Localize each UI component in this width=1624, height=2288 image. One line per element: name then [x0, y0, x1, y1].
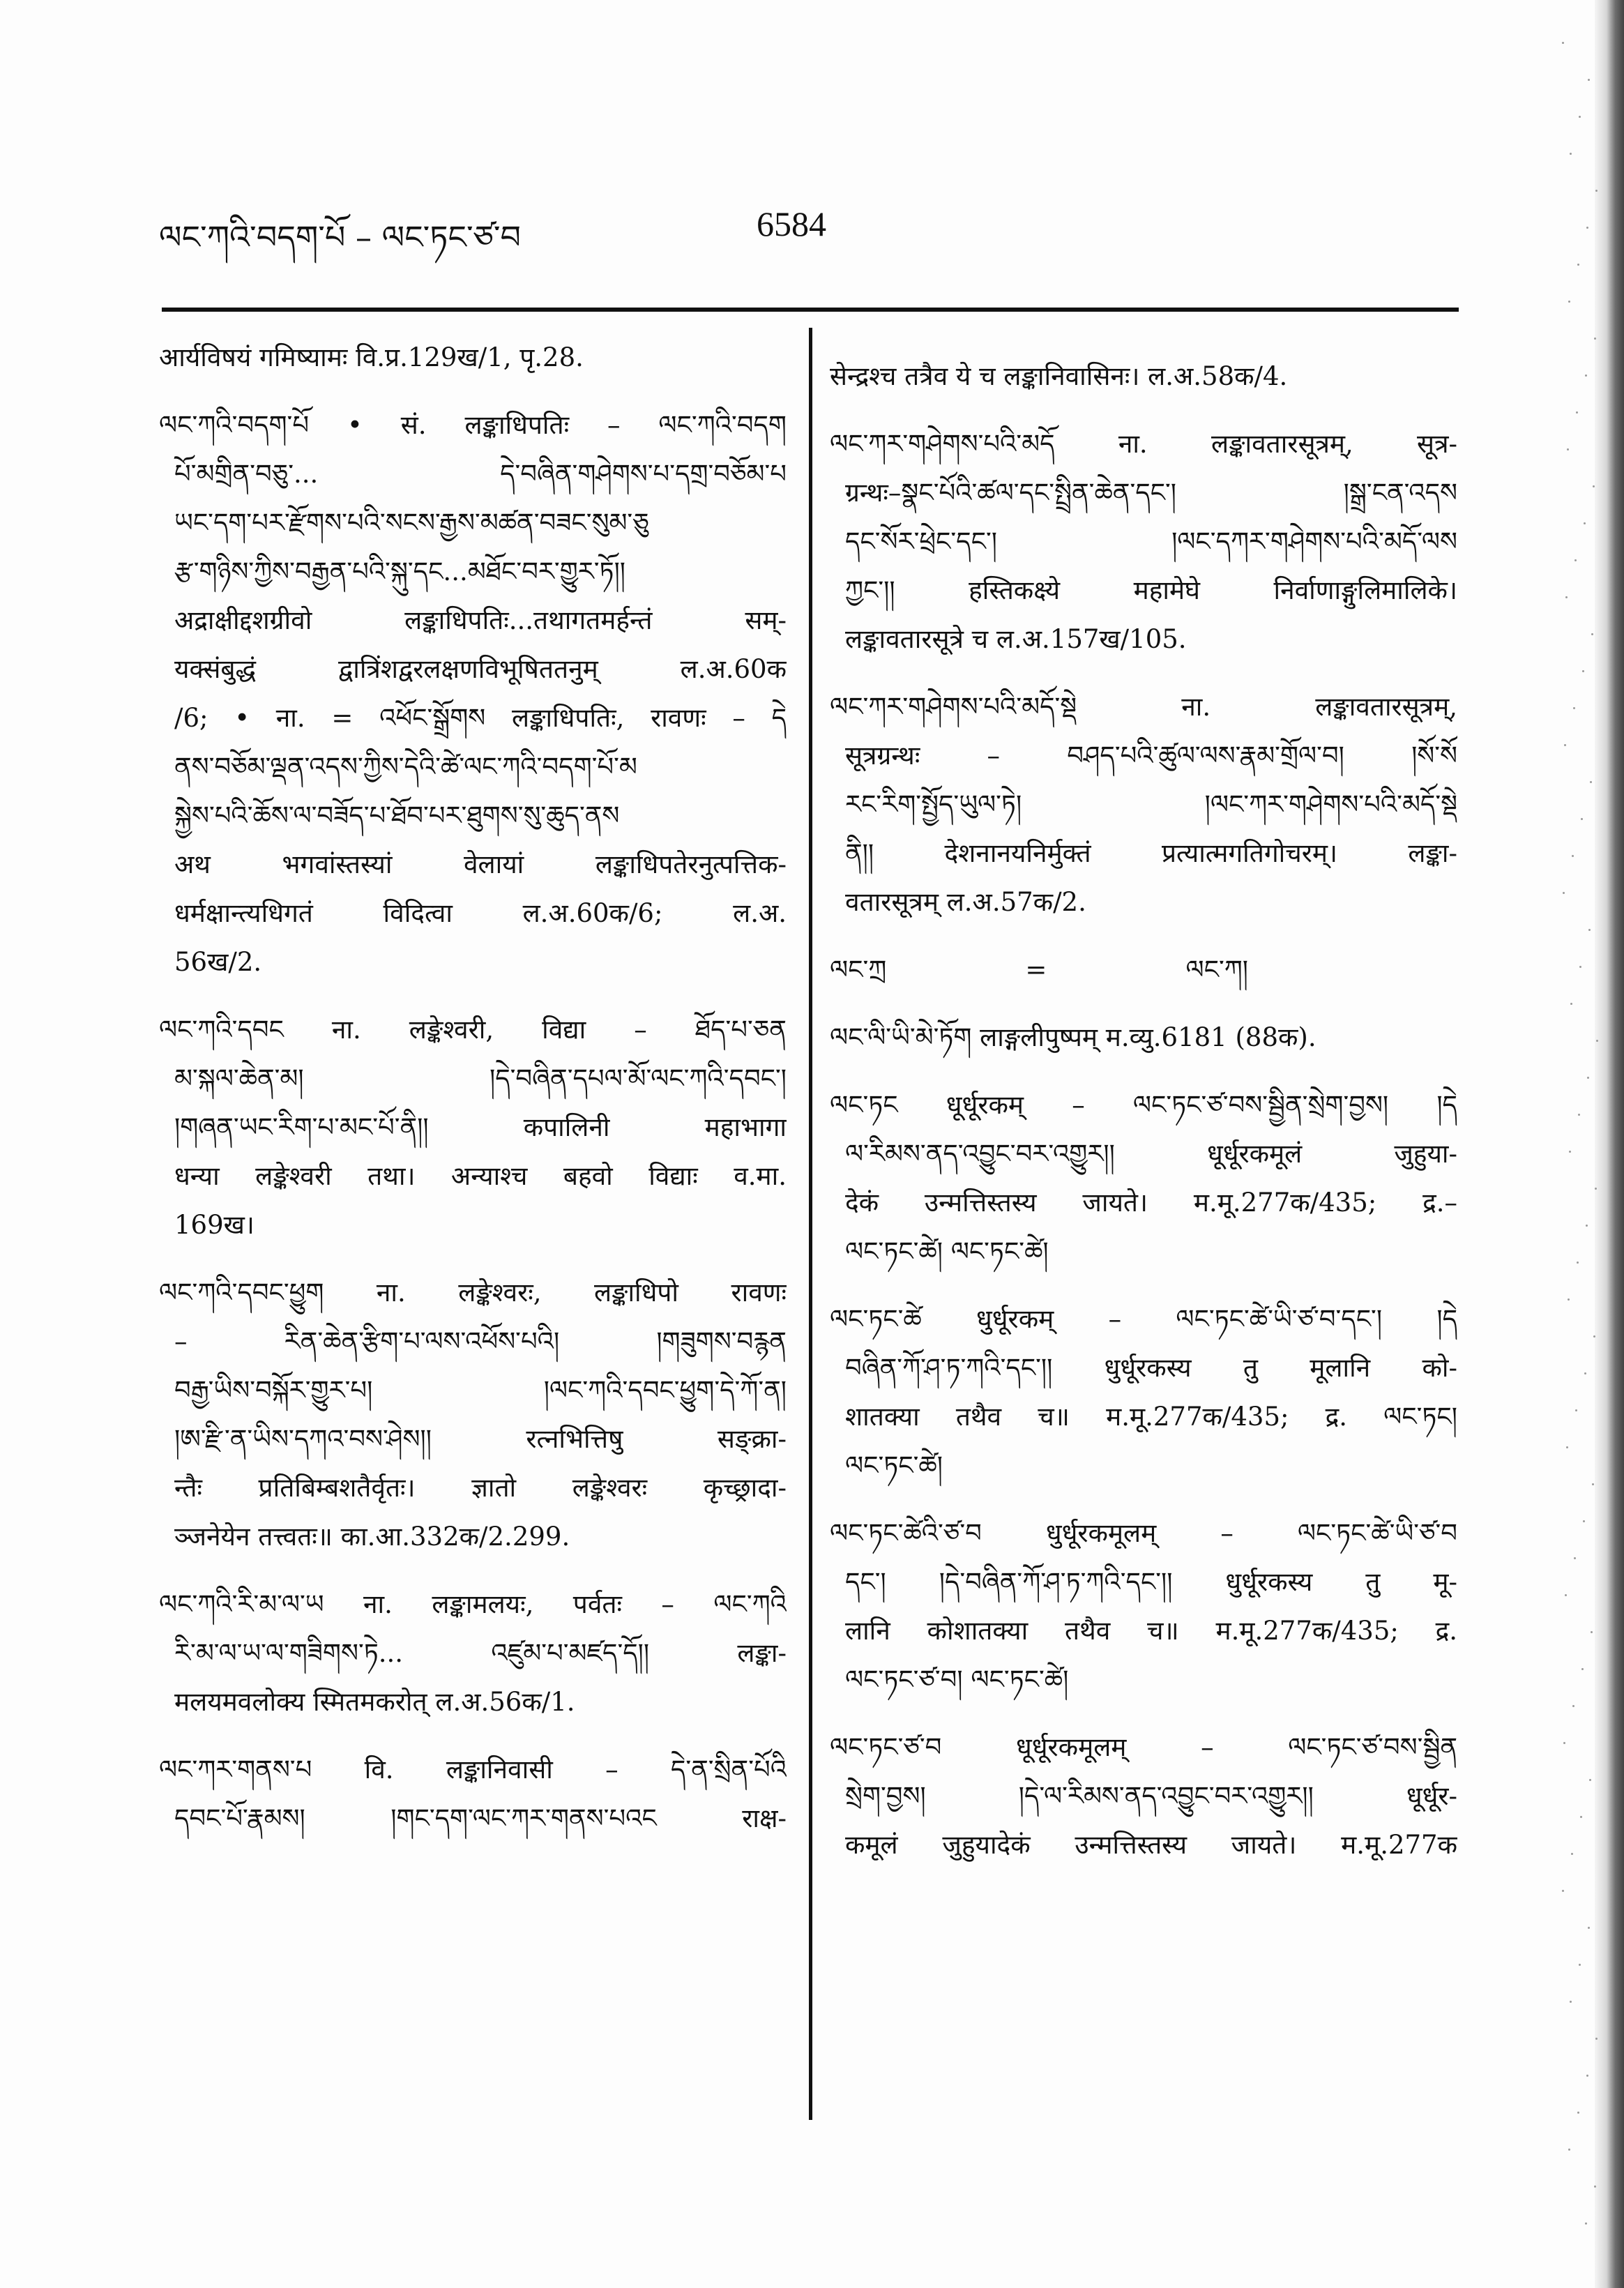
- scan-noise: [1565, 1594, 1567, 1596]
- cross-reference: [830, 946, 1457, 994]
- scan-noise: [1568, 2149, 1570, 2151]
- scan-noise: [1588, 79, 1590, 81]
- entry-line: རང་རིག་སྤྱོད་ཡུལ་ཏེ། །ལང་ཀར་གཤེགས་པའི་མདོ་སྡེ: [845, 789, 1457, 819]
- entry-headline: ལང་ཀར་གཤེགས་པའི་མདོ ना. लङ्कावतारसूत्रम्, सूत्र-: [830, 429, 1457, 459]
- scan-noise: [1562, 1890, 1564, 1892]
- scan-noise: [1588, 929, 1591, 931]
- entry-line: ལང་ཏང་ཙ་བ། ལང་ཏང་ཚེ།: [845, 1665, 1069, 1695]
- scan-noise: [1585, 2222, 1587, 2225]
- scan-noise: [1563, 892, 1565, 894]
- scan-noise: [1590, 781, 1592, 783]
- dictionary-entry: [159, 1006, 787, 1250]
- entry-line: བརྒྱ་ཡིས་བསྐོར་གྱུར་པ། །ལང་ཀའི་དབང་ཕྱུག་དེ་ཀོ་ན།: [174, 1375, 787, 1405]
- crossref-headword: ལང་ཀྲ: [830, 955, 887, 985]
- entry-line: ཡང་དག་པར་རྫོགས་པའི་སངས་རྒྱས་མཚན་བཟང་སུམ་ཅུ: [174, 508, 649, 538]
- dictionary-entry: [830, 946, 1457, 994]
- dictionary-entry: [830, 1013, 1457, 1062]
- entry-line: རྩ་གཉིས་ཀྱིས་བརྒྱན་པའི་སྐུ་དང...མཐོང་བར་གྱུར་ཏོ།།: [174, 556, 626, 586]
- scan-noise: [1578, 1114, 1580, 1116]
- left-column: [159, 333, 787, 1862]
- scan-noise: [1579, 966, 1581, 968]
- scan-noise: [1586, 2075, 1588, 2077]
- dictionary-entry: [830, 1509, 1457, 1704]
- dictionary-entry: [159, 1580, 787, 1727]
- entry-line: लानि कोशातक्या तथैव च॥ म.मू.277क/435; द्र.: [845, 1616, 1457, 1646]
- dictionary-entry: [159, 1268, 787, 1561]
- scan-noise: [1579, 116, 1581, 118]
- entry-line: /6; • ना. = འཕོང་སྒྲོགས लङ्काधिपतिः, रावणः – དེ: [174, 703, 787, 733]
- entry-line: यक्संबुद्धं द्वात्रिंशद्वरलक्षणविभूषिततनुम् ल.अ.60क: [174, 654, 787, 684]
- entry-headline: ལང་ཏང་ཚེ धुर्धूरकम् – ལང་ཏང་ཚེ་ཡི་ཙ་བ་དང་། །དེ: [830, 1304, 1457, 1334]
- scan-noise: [1570, 153, 1572, 155]
- entry-headline: ལང་ཀའི་རི་མ་ལ་ཡ ना. लङ्कामलयः, पर्वतः – ལང་ཀའི: [159, 1589, 787, 1619]
- entry-line: – རིན་ཆེན་རྩིག་པ་ལས་འཕོས་པའི། །གཟུགས་བརྙན: [174, 1326, 787, 1356]
- scan-noise: [1582, 670, 1584, 672]
- entry-line: ञ्जनेयेन तत्त्वतः॥ का.आ.332क/2.299.: [174, 1522, 570, 1552]
- scan-noise: [1562, 42, 1564, 44]
- scan-noise: [1571, 1853, 1573, 1855]
- scan-noise: [1595, 2038, 1598, 2040]
- scan-noise: [1581, 1668, 1584, 1670]
- entry-line: अथ भगवांस्तस्यां वेलायां लङ्काधिपतेरनुत्पत्तिक-: [174, 849, 787, 879]
- scan-noise: [1585, 374, 1587, 377]
- scan-noise: [1591, 633, 1593, 635]
- scan-noise: [1584, 1372, 1586, 1374]
- entry-headline: ལང་ཀའི་བདག་པོ • सं. लङ्काधिपतिः – ལང་ཀའི་བདག: [159, 410, 787, 440]
- scan-noise: [1575, 1409, 1577, 1411]
- crossref-sign: =: [1025, 955, 1047, 985]
- scan-noise: [1593, 1335, 1595, 1338]
- entry-line: ལ་རིམས་ནད་འབྱུང་བར་འགྱུར།། धूर्धूरकमूलं जुहुया-: [845, 1139, 1457, 1169]
- scan-noise: [1567, 448, 1569, 450]
- entry-headline: ལང་ཏང་ཚེའི་ཙ་བ धुर्धूरकमूलम् – ལང་ཏང་ཚེ་ཡི་ཙ་བ: [830, 1518, 1457, 1548]
- entry-line: ग्रन्थः–སྣང་པོའི་ཚལ་དང་སྤྲིན་ཆེན་དང་། །སྒྲ་ངན་འདས: [845, 478, 1457, 508]
- entry-line: དང་སོར་ཕྲེང་དང་། །ལང་དཀར་གཤེགས་པའི་མདོ་ལས: [845, 526, 1457, 556]
- scan-noise: [1579, 1964, 1581, 1966]
- scan-noise: [1574, 559, 1577, 561]
- entry-line: अद्राक्षीद्दशग्रीवो लङ्काधिपतिः...तथागतमर्हन्तं सम्-: [174, 605, 787, 635]
- entry-headline: ལང་ཀའི་དབང་ཕྱུག ना. लङ्केश्वरः, लङ्काधिपो रावणः: [159, 1278, 787, 1308]
- entry-line: དང་། །དེ་བཞིན་ཀོ་ཤ་ཏ་ཀའི་དང་།། धुर्धूरकस्य तु मू-: [845, 1567, 1457, 1597]
- scan-noise: [1568, 301, 1570, 303]
- scan-noise: [1576, 411, 1578, 414]
- scan-noise: [1564, 744, 1566, 746]
- scan-noise: [1565, 596, 1568, 598]
- entry-line: །ཨ་རྫི་ན་ཡིས་དཀའ་བས་ཤེས།། रत्नभित्तिषु सङ्क्रा-: [174, 1424, 787, 1454]
- scan-noise: [1586, 227, 1588, 229]
- entry-line: ནི།། देशनानयनिर्मुक्तं प्रत्यात्मगतिगोचरम्। लङ्का-: [845, 838, 1457, 868]
- dictionary-entry: [830, 420, 1457, 664]
- entry-line: རི་མ་ལ་ཡ་ལ་གཟིགས་ཏེ... འཛུམ་པ་མཛད་དོ།། लङ्का-: [174, 1638, 787, 1668]
- scan-noise: [1586, 1225, 1588, 1227]
- entry-headline: सेन्द्रश्च तत्रैव ये च लङ्कानिवासिनः। ल.अ.58क/4.: [830, 361, 1288, 391]
- scan-noise: [1570, 1003, 1572, 1005]
- scan-noise: [1581, 818, 1583, 820]
- dictionary-entry: [830, 1081, 1457, 1276]
- scan-noise: [1589, 1779, 1591, 1781]
- scan-noise: [1577, 2112, 1579, 2114]
- entry-line: ཀྱང་།། हस्तिकक्ष्ये महामेघे निर्वाणाङ्गुलिमालिके।: [845, 575, 1457, 605]
- scan-noise: [1595, 190, 1598, 192]
- crossref-target: ལང་ཀ།: [1185, 955, 1248, 985]
- scan-noise: [1591, 1631, 1593, 1633]
- scan-noise: [1572, 855, 1574, 857]
- scan-noise: [1588, 1927, 1590, 1929]
- entry-line: ལང་ཏང་ཚེ། ལང་ཏང་ཚེ།: [845, 1236, 1049, 1266]
- scan-noise: [1587, 1077, 1589, 1079]
- scan-noise: [1563, 1742, 1565, 1744]
- column-divider: [809, 328, 812, 2120]
- entry-headline: ལང་ཀའི་དབང ना. लङ्केश्वरी, विद्या – ཐོད་པ་ཅན: [159, 1015, 787, 1045]
- scan-noise: [1595, 1188, 1597, 1190]
- entry-line: པོ་མགྲིན་བཅུ་... དེ་བཞིན་གཤེགས་པ་དགྲ་བཅོམ་པ: [174, 459, 787, 489]
- scan-noise: [1569, 1151, 1571, 1153]
- entry-headline: ལང་ཀར་གཤེགས་པའི་མདོ་སྡེ ना. लङ्कावतारसूत्रम्,: [830, 692, 1457, 722]
- running-head: ལང་ཀའི་བདག་པོ – ལང་ཏང་ཙ་བ: [159, 218, 522, 256]
- entry-line: ལང་ཏང་ཚེ།: [845, 1450, 943, 1480]
- entry-line: कमूलं जुहुयादेकं उन्मत्तिस्तस्य जायते। म.मू.277क: [845, 1830, 1457, 1860]
- entry-line: 169ख।: [174, 1210, 255, 1240]
- dictionary-entry: [830, 1295, 1457, 1490]
- entry-line: सूत्रग्रन्थः – བཤད་པའི་ཚུལ་ལས་རྣམ་གྲོལ་བ། །སོ་སོ: [845, 741, 1457, 771]
- dictionary-entry: [159, 401, 787, 987]
- dictionary-entry: [830, 683, 1457, 927]
- scan-noise: [1594, 338, 1596, 340]
- scan-edge-shadow: [1595, 0, 1624, 2288]
- entry-headline: आर्यविषयं गमिष्यामः वि.प्र.129ख/1, पृ.28.: [159, 342, 584, 372]
- dictionary-entry: [159, 333, 787, 382]
- scan-noise: [1580, 1816, 1582, 1818]
- entry-line: དབང་པོ་རྣམས། །གང་དག་ལང་ཀར་གནས་པའང राक्ष-: [174, 1803, 787, 1833]
- entry-line: ནས་བཅོམ་ལྡན་འདས་ཀྱིས་དེའི་ཚེ་ལང་ཀའི་བདག་པོ་མ: [174, 752, 637, 782]
- entry-line: धन्या लङ्केश्वरी तथा। अन्याश्च बहवो विद्याः व.मा.: [174, 1161, 787, 1191]
- entry-line: धर्मक्षान्त्यधिगतं विदित्वा ल.अ.60क/6; ल.अ.: [174, 898, 787, 928]
- dictionary-entry: [830, 352, 1457, 401]
- scan-noise: [1568, 1298, 1570, 1301]
- entry-line: སྲེག་བྱས། །དེ་ལ་རིམས་ནད་འབྱུང་བར་འགྱུར།། धूर्धूर-: [845, 1781, 1457, 1811]
- entry-line: 56ख/2.: [174, 947, 262, 977]
- scan-noise: [1577, 1262, 1579, 1264]
- scan-noise: [1593, 485, 1595, 487]
- entry-headline: ལང་ལི་ཡི་མེ་ཏོག लाङ्गलीपुष्पम् म.व्यु.6181 (88क).: [830, 1022, 1316, 1052]
- entry-line: །གཞན་ཡང་རིག་པ་མང་པོ་ནི།། कपालिनी महाभागा: [174, 1112, 787, 1142]
- dictionary-entry: [830, 1723, 1457, 1870]
- entry-line: མ་སྐལ་ཆེན་མ། །དེ་བཞིན་དཔལ་མོ་ལང་ཀའི་དབང་།: [174, 1063, 787, 1093]
- scan-noise: [1583, 1520, 1585, 1522]
- entry-line: न्तैः प्रतिबिम्बशतैर्वृतः। ज्ञातो लङ्केश्वरः कृच्छ्रादा-: [174, 1473, 787, 1503]
- scan-noise: [1594, 2185, 1596, 2188]
- entry-line: བཞིན་ཀོ་ཤ་ཏ་ཀའི་དང་།། धुर्धूरकस्य तु मूलानि को-: [845, 1353, 1457, 1383]
- entry-line: देकं उन्मत्तिस्तस्य जायते। म.मू.277क/435; द्र.–: [845, 1188, 1457, 1218]
- entry-headline: ལང་ཀར་གནས་པ वि. लङ्कानिवासी – དེ་ན་སྲིན་པོའི: [159, 1755, 787, 1785]
- scan-noise: [1577, 264, 1579, 266]
- scan-noise: [1566, 1446, 1568, 1448]
- right-column: [830, 352, 1457, 1888]
- entry-line: मलयमवलोक्य स्मितमकरोत् ल.अ.56क/1.: [174, 1687, 575, 1717]
- entry-line: शातक्या तथैव च॥ म.मू.277क/435; द्र. ལང་ཏང།: [845, 1402, 1457, 1432]
- header-rule: [162, 308, 1459, 312]
- entry-headline: ལང་ཏང धूर्धूरकम् – ལང་ཏང་ཙ་བས་སྦྱིན་སྲེག་བྱས། །དེ: [830, 1090, 1457, 1120]
- entry-line: वतारसूत्रम् ल.अ.57क/2.: [845, 887, 1086, 917]
- entry-line: लङ्कावतारसूत्रे च ल.अ.157ख/105.: [845, 624, 1187, 654]
- entry-headline: ལང་ཏང་ཙ་བ धूर्धूरकमूलम् – ལང་ཏང་ཙ་བས་སྦྱིན: [830, 1732, 1457, 1762]
- scan-noise: [1573, 707, 1575, 709]
- scan-noise: [1584, 522, 1586, 524]
- entry-line: སྐྱེས་པའི་ཆོས་ལ་བཟོད་པ་ཐོབ་པར་ཐུགས་སུ་ཆུད་ནས: [174, 801, 620, 831]
- scan-noise: [1596, 1040, 1598, 1042]
- scan-noise: [1592, 1483, 1594, 1485]
- dictionary-entry: [159, 1745, 787, 1843]
- scan-noise: [1574, 1557, 1576, 1559]
- scan-noise: [1572, 1705, 1574, 1707]
- scan-noise: [1570, 2001, 1572, 2003]
- page-number: 6584: [757, 204, 826, 243]
